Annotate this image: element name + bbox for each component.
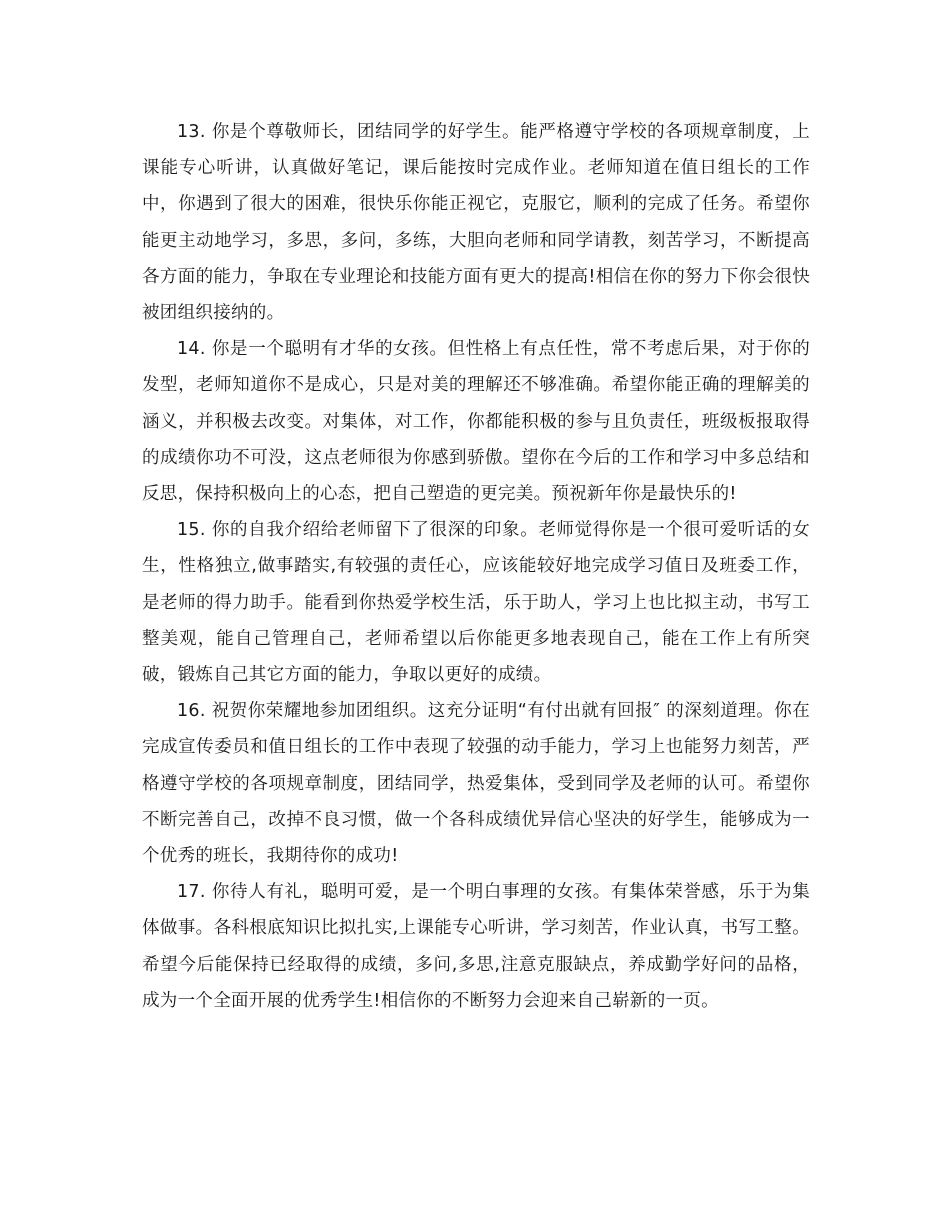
comment-paragraph-16: 16. 祝贺你荣耀地参加团组织。这充分证明“有付出就有回报″ 的深刻道理。你在完成宣传委员和值日组长的工作中表现了较强的动手能力，学习上也能努力刻苦，严格遵守学校的各项规章制度，团结同学，热爱集体，受到同学及老师的认可。希望你不断完善自己，改掉不良习惯，做一个各科成绩优异信心坚决的好学生，能够成为一个优秀的班长，我期待你的成功! (142, 701, 810, 867)
comment-paragraph-13: 13. 你是个尊敬师长，团结同学的好学生。能严格遵守学校的各项规章制度，上课能专心听讲，认真做好笔记，课后能按时完成作业。老师知道在值日组长的工作中，你遇到了很大的困难，很快乐你能正视它，克服它，顺利的完成了任务。希望你能更主动地学习，多思，多问，多练，大胆向老师和同学请教，刻苦学习，不断提高各方面的能力，争取在专业理论和技能方面有更大的提高!相信在你的努力下你会很快被团组织接纳的。 (142, 122, 810, 324)
comment-paragraph-17: 17. 你待人有礼，聪明可爱，是一个明白事理的女孩。有集体荣誉感，乐于为集体做事。各科根底知识比拟扎实,上课能专心听讲，学习刻苦，作业认真，书写工整。希望今后能保持已经取得的成绩，多问,多思,注意克服缺点，养成勤学好问的品格，成为一个全面开展的优秀学生!相信你的不断努力会迎来自己崭新的一页。 (142, 882, 810, 1011)
comment-paragraph-15: 15. 你的自我介绍给老师留下了很深的印象。老师觉得你是一个很可爱听话的女生，性格独立,做事踏实,有较强的责任心，应该能较好地完成学习值日及班委工作，是老师的得力助手。能看到你热爱学校生活，乐于助人，学习上也比拟主动，书写工整美观，能自己管理自己，老师希望以后你能更多地表现自己，能在工作上有所突破，锻炼自己其它方面的能力，争取以更好的成绩。 (142, 520, 810, 686)
comment-paragraph-14: 14. 你是一个聪明有才华的女孩。但性格上有点任性，常不考虑后果，对于你的发型，老师知道你不是成心，只是对美的理解还不够准确。希望你能正确的理解美的涵义，并积极去改变。对集体，对工作，你都能积极的参与且负责任，班级板报取得的成绩你功不可没，这点老师很为你感到骄傲。望你在今后的工作和学习中多总结和反思，保持积极向上的心态，把自己塑造的更完美。预祝新年你是最快乐的! (142, 339, 810, 505)
document-body (142, 114, 810, 1019)
